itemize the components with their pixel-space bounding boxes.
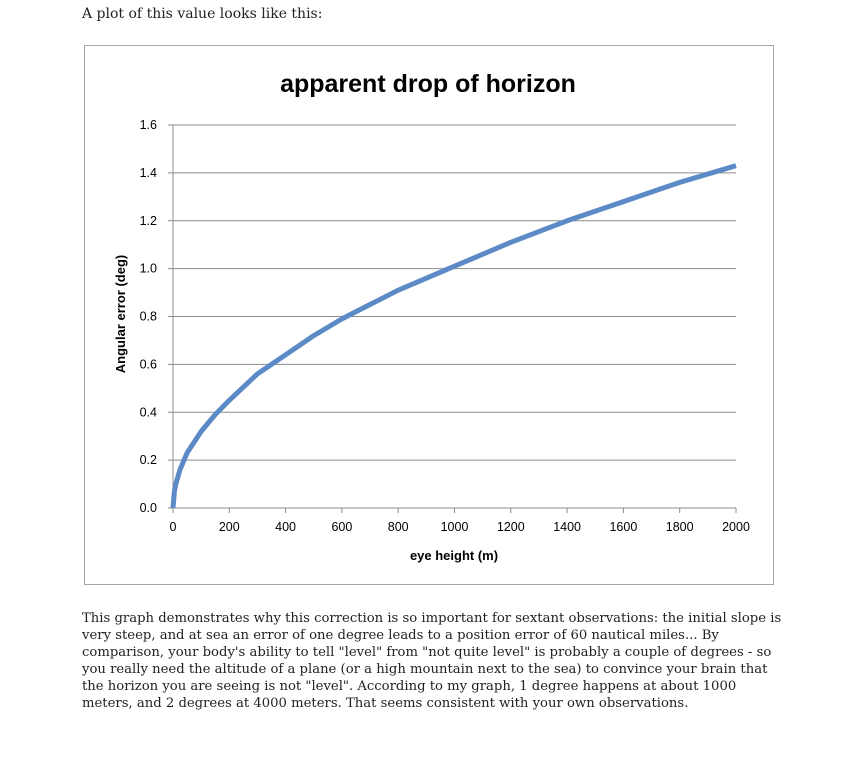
y-tick-label: 1.6 bbox=[139, 118, 157, 132]
x-tick-label: 2000 bbox=[722, 520, 750, 534]
y-tick-label: 1.2 bbox=[139, 213, 157, 228]
series-layer bbox=[173, 166, 736, 508]
grid-layer bbox=[173, 125, 736, 460]
y-tick-labels bbox=[140, 118, 157, 515]
x-tick-labels bbox=[170, 520, 750, 534]
chart-frame bbox=[84, 45, 774, 585]
x-tick-label: 1400 bbox=[553, 520, 582, 534]
y-tick-label: 0.8 bbox=[139, 309, 157, 324]
chart-svg bbox=[85, 46, 775, 586]
y-tick-label: 0.0 bbox=[139, 501, 157, 515]
x-tick-label: 1200 bbox=[496, 520, 525, 534]
x-tick-label: 200 bbox=[218, 520, 240, 534]
x-tick-label: 1000 bbox=[440, 520, 469, 534]
x-tick-label: 1800 bbox=[665, 520, 694, 534]
y-axis-label: Angular error (deg) bbox=[113, 254, 128, 374]
x-tick-label: 0 bbox=[169, 520, 177, 534]
body-paragraph: This graph demonstrates why this correction is so important for sextant observations: the initial slope is very steep, and at sea an error of one degree leads to a position error of 60 nautical miles... By comparison, your body's ability to tell "level" from "not quite level" is probably a couple of degrees - so you really need the altitude of a plane (or a high mountain next to the sea) to convince your brain that the horizon you are seeing is not "level". According to my graph, 1 degree happens at about 1000 meters, and 2 degrees at 4000 meters. That seems consistent with your own observations. bbox=[82, 611, 782, 711]
y-tick-label: 0.4 bbox=[139, 405, 157, 420]
y-tick-label: 1.0 bbox=[139, 261, 157, 276]
y-tick-label: 0.2 bbox=[139, 453, 157, 468]
x-tick-label: 1600 bbox=[609, 520, 638, 534]
series-line bbox=[173, 166, 736, 508]
x-tick-label: 400 bbox=[275, 520, 297, 534]
axis-layer bbox=[168, 125, 736, 513]
y-tick-label: 1.4 bbox=[139, 165, 157, 180]
x-axis-label: eye height (m) bbox=[409, 548, 499, 563]
y-tick-label: 0.6 bbox=[139, 357, 157, 372]
x-tick-label: 800 bbox=[387, 520, 409, 534]
chart-title: apparent drop of horizon bbox=[280, 70, 576, 98]
x-tick-label: 600 bbox=[331, 520, 353, 534]
intro-text: A plot of this value looks like this: bbox=[82, 6, 323, 22]
